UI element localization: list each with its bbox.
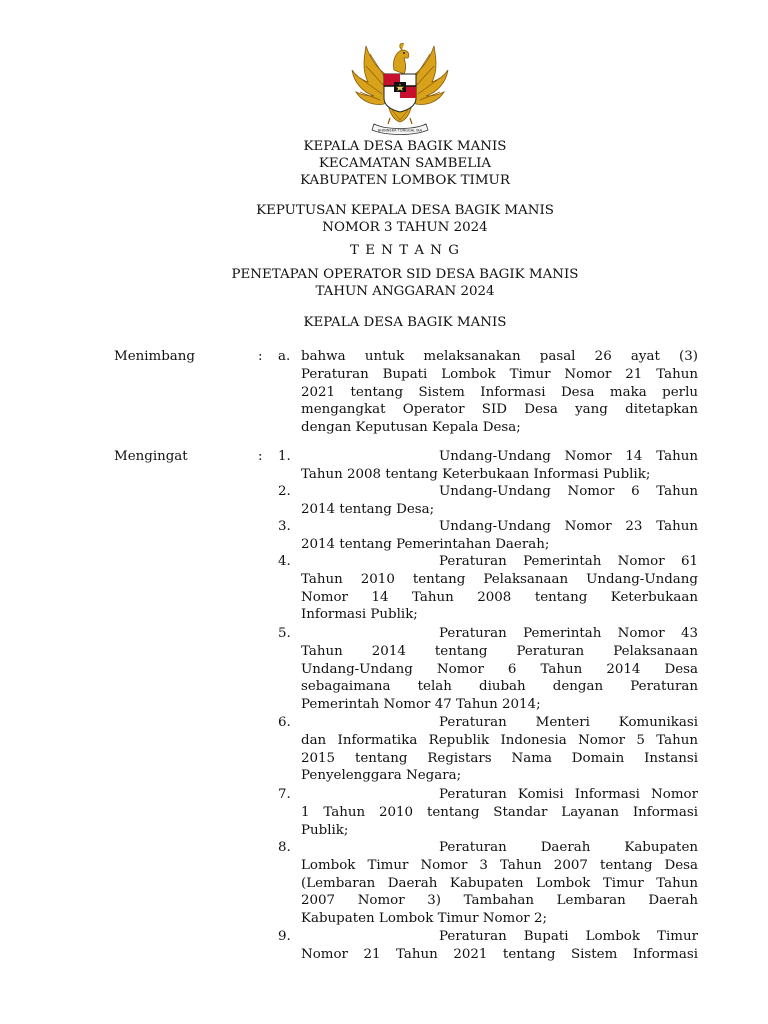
header-line-2: KECAMATAN SAMBELIA: [318, 156, 492, 171]
text-line: Peraturan Komisi Informasi Nomor: [439, 787, 698, 802]
text-line: bahwa untuk melaksanakan pasal 26 ayat (3): [301, 349, 698, 364]
mengingat-marker: 3.: [278, 519, 291, 534]
text-line: 2007 Nomor 3) Tambahan Lembaran Daerah: [301, 893, 698, 909]
text-line: Pemerintah Nomor 47 Tahun 2014;: [301, 697, 541, 713]
text-line: Peraturan Bupati Lombok Timur: [439, 929, 698, 944]
text-line: Informasi Publik;: [301, 607, 418, 623]
text-line: Tahun 2008 tentang Keterbukaan Informasi Publik;: [301, 466, 651, 482]
mengingat-item-text: [301, 714, 698, 785]
mengingat-item-text: [301, 483, 698, 519]
text-line: dengan Keputusan Kepala Desa;: [301, 420, 521, 436]
decree-subject-2: TAHUN ANGGARAN 2024: [315, 284, 495, 299]
garuda-emblem-icon: [344, 40, 456, 136]
mengingat-item-text: [301, 839, 698, 928]
text-line: 2014 tentang Desa;: [301, 501, 435, 517]
text-line: 1 Tahun 2010 tentang Standar Layanan Informasi: [301, 804, 698, 820]
text-line: Peraturan Pemerintah Nomor 43: [439, 626, 698, 641]
menimbang-label: Menimbang: [114, 349, 195, 364]
mengingat-marker: 1.: [278, 449, 291, 464]
mengingat-marker: 7.: [278, 787, 291, 802]
header-block: [0, 138, 768, 189]
text-line: Undang-Undang Nomor 6 Tahun: [439, 484, 698, 499]
menimbang-item-text: [301, 348, 698, 437]
text-line: (Lembaran Daerah Kabupaten Lombok Timur Tahun: [301, 875, 698, 891]
text-line: Nomor 14 Tahun 2008 tentang Keterbukaan: [301, 589, 698, 605]
mengingat-colon: :: [258, 449, 263, 464]
mengingat-label: Mengingat: [114, 449, 188, 464]
mengingat-marker: 8.: [278, 840, 291, 855]
text-line: Publik;: [301, 822, 349, 838]
text-line: Peraturan Pemerintah Nomor 61: [439, 554, 698, 569]
text-line: Peraturan Bupati Lombok Timur Nomor 21 Tahun: [301, 366, 698, 382]
mengingat-item-text: [301, 786, 698, 839]
decree-title: KEPUTUSAN KEPALA DESA BAGIK MANIS: [256, 203, 554, 218]
text-line: 2021 tentang Sistem Informasi Desa maka perlu: [301, 384, 698, 400]
text-line: Nomor 21 Tahun 2021 tentang Sistem Informasi: [301, 946, 698, 962]
decree-block: [0, 202, 768, 236]
text-line: mengangkat Operator SID Desa yang ditetapkan: [301, 402, 698, 418]
subject-block: [0, 266, 768, 300]
mengingat-item-text: [301, 448, 698, 484]
decree-issuer: KEPALA DESA BAGIK MANIS: [303, 315, 507, 330]
text-line: Lombok Timur Nomor 3 Tahun 2007 tentang Desa: [301, 857, 698, 873]
text-line: sebagaimana telah diubah dengan Peraturan: [301, 679, 698, 695]
text-line: Kabupaten Lombok Timur Nomor 2;: [301, 911, 548, 927]
text-line: Penyelenggara Negara;: [301, 768, 462, 784]
mengingat-marker: 9.: [278, 929, 291, 944]
mengingat-item-text: [301, 928, 698, 964]
text-line: Undang-Undang Nomor 14 Tahun: [439, 449, 698, 464]
mengingat-item-text: [301, 553, 698, 624]
decree-number: NOMOR 3 TAHUN 2024: [322, 220, 488, 235]
text-line: Tahun 2014 tentang Peraturan Pelaksanaan: [301, 643, 698, 659]
menimbang-colon: :: [258, 349, 263, 364]
mengingat-item-text: [301, 625, 698, 714]
text-line: Undang-Undang Nomor 23 Tahun: [439, 519, 698, 534]
header-line-3: KABUPATEN LOMBOK TIMUR: [300, 173, 510, 188]
mengingat-marker: 6.: [278, 715, 291, 730]
text-line: Peraturan Menteri Komunikasi: [439, 715, 698, 730]
text-line: Peraturan Daerah Kabupaten: [439, 840, 698, 855]
decree-about: T E N T A N G: [350, 243, 460, 258]
mengingat-marker: 2.: [278, 484, 291, 499]
header-line-1: KEPALA DESA BAGIK MANIS: [303, 139, 507, 154]
mengingat-marker: 4.: [278, 554, 291, 569]
mengingat-item-text: [301, 518, 698, 554]
decree-subject-1: PENETAPAN OPERATOR SID DESA BAGIK MANIS: [231, 267, 579, 282]
emblem-motto: BHINNEKA TUNGGAL IKA: [377, 128, 423, 133]
text-line: dan Informatika Republik Indonesia Nomor 5 Tahun: [301, 732, 698, 748]
text-line: 2015 tentang Registars Nama Domain Instansi: [301, 750, 698, 766]
menimbang-marker: a.: [278, 349, 291, 364]
text-line: Undang-Undang Nomor 6 Tahun 2014 Desa: [301, 661, 698, 677]
text-line: Tahun 2010 tentang Pelaksanaan Undang-Undang: [301, 571, 698, 587]
mengingat-marker: 5.: [278, 626, 291, 641]
text-line: 2014 tentang Pemerintahan Daerah;: [301, 536, 550, 552]
